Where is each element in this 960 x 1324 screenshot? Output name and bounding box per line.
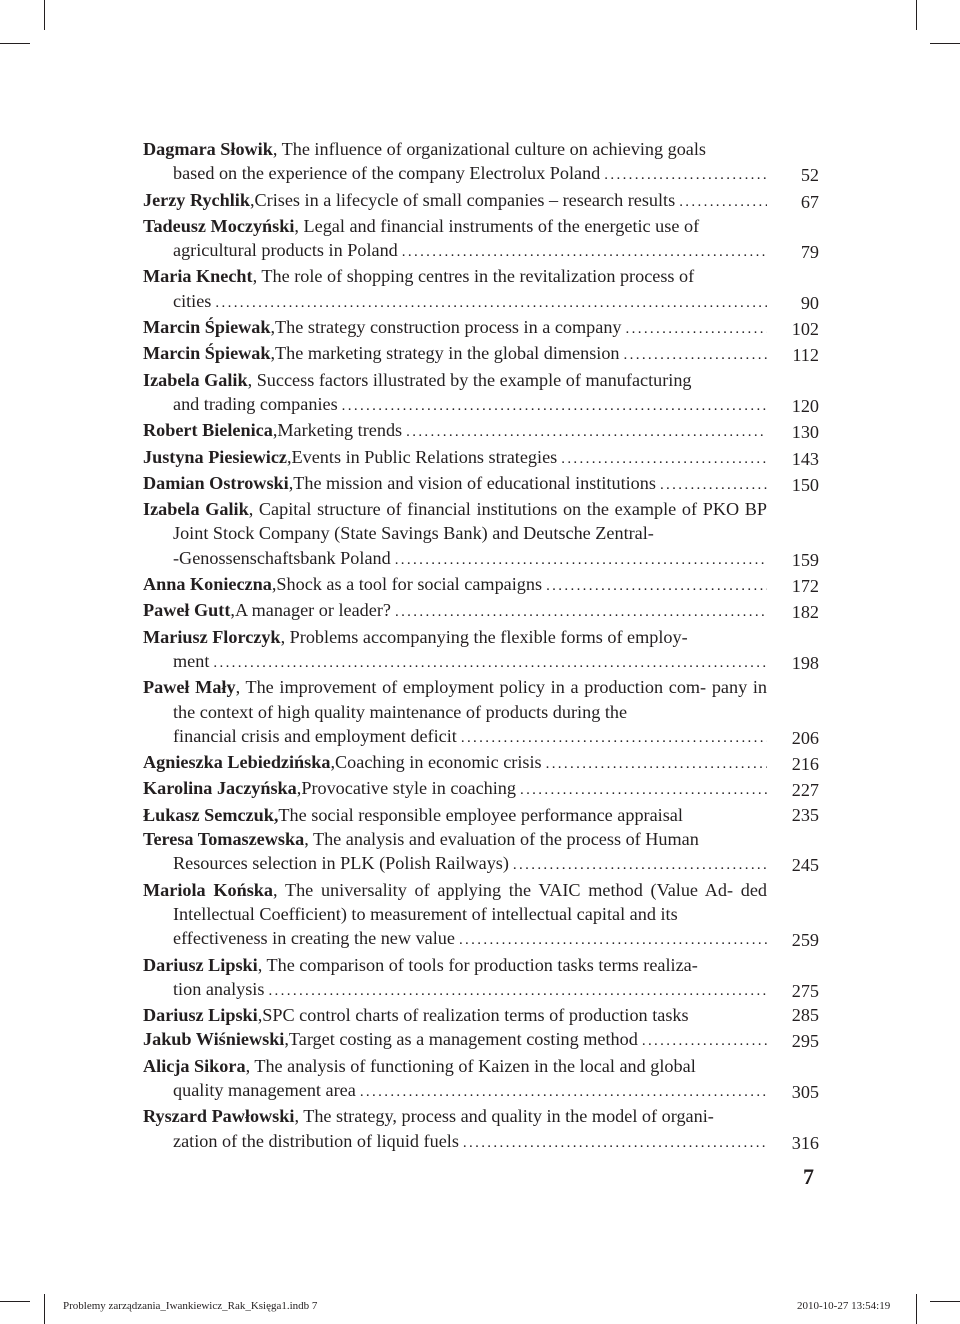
toc-author: Robert Bielenica bbox=[143, 420, 273, 441]
toc-author: Izabela Galik bbox=[143, 369, 248, 390]
toc-title-line: Problems accompanying the flexible forms of employ- bbox=[289, 626, 688, 647]
toc-title-line: The analysis and evaluation of the process of Human bbox=[312, 829, 699, 850]
toc-last-line bbox=[143, 803, 767, 827]
dot-leader bbox=[215, 291, 767, 315]
toc-last-line bbox=[143, 289, 767, 315]
crop-mark-top-right-h bbox=[930, 43, 960, 44]
dot-leader bbox=[459, 928, 767, 952]
toc-title-tail: Events in Public Relations strategies bbox=[291, 446, 558, 467]
dot-leader bbox=[561, 447, 767, 471]
toc-entry bbox=[143, 188, 819, 214]
toc-title-line: Legal and financial instruments of the energetic use of bbox=[303, 215, 700, 236]
toc-entry bbox=[143, 953, 819, 1004]
toc-entry bbox=[143, 418, 819, 444]
toc-entry bbox=[143, 471, 819, 497]
dot-leader bbox=[395, 600, 767, 624]
toc-entry bbox=[143, 625, 819, 676]
toc-last-line: Karolina Jaczyńska , Provocative style in coaching . . . bbox=[143, 776, 767, 802]
toc-author: Dariusz Lipski bbox=[143, 1005, 258, 1026]
toc-page-number: 305 bbox=[791, 1081, 819, 1102]
toc-title-tail: Marketing trends bbox=[277, 420, 403, 441]
crop-mark-top-left bbox=[44, 0, 45, 30]
dot-leader bbox=[604, 163, 767, 187]
dot-leader bbox=[626, 317, 767, 341]
toc-entry-text: Tadeusz Moczyński, Legal and financial instruments of the energetic use of bbox=[143, 215, 700, 236]
toc-title-tail: The social responsible employee performance appraisal bbox=[278, 804, 683, 825]
page-number: 7 bbox=[803, 1164, 814, 1189]
toc-entry bbox=[143, 572, 819, 598]
toc-page-number: 227 bbox=[791, 780, 819, 801]
toc-last-line bbox=[143, 724, 767, 750]
dot-leader bbox=[360, 1080, 767, 1104]
toc-last-line bbox=[143, 161, 767, 187]
toc-entry bbox=[143, 1054, 819, 1105]
toc-last-line bbox=[143, 1129, 767, 1155]
toc-title-tail: tion analysis bbox=[173, 978, 265, 999]
toc-entry bbox=[143, 368, 819, 419]
toc-title-tail: quality management area bbox=[173, 1079, 356, 1100]
toc-entry bbox=[143, 214, 819, 265]
toc-entry bbox=[143, 878, 819, 953]
dot-leader bbox=[679, 190, 767, 214]
dot-leader bbox=[520, 778, 767, 802]
toc-title-tail: Shock as a tool for social campaigns bbox=[276, 574, 543, 595]
toc-page-number: 216 bbox=[791, 754, 819, 775]
toc-last-line: Anna Konieczna , Shock as a tool for social campaigns . . . bbox=[143, 572, 767, 598]
toc-entry-text: Mariola Końska, The universality of applying the VAIC method (Value Ad- ded Intellectual Coefficient) to measurement of intellectual capital and its bbox=[143, 879, 768, 924]
toc-entry bbox=[143, 598, 819, 624]
dot-leader bbox=[213, 651, 767, 675]
toc-entry bbox=[143, 1027, 819, 1053]
toc-author: Ryszard Pawłowski bbox=[143, 1106, 295, 1127]
toc-last-line: Marcin Śpiewak , The strategy construction process in a company . . . bbox=[143, 315, 767, 341]
toc-author: Jakub Wiśniewski bbox=[143, 1029, 285, 1050]
toc-page-number: 316 bbox=[791, 1132, 819, 1153]
toc-title-tail: zation of the distribution of liquid fuels bbox=[173, 1130, 459, 1151]
dot-leader bbox=[395, 548, 767, 572]
toc-title-line: The comparison of tools for production tasks terms realiza- bbox=[266, 954, 698, 975]
toc-entry bbox=[143, 315, 819, 341]
toc-title-tail: A manager or leader? bbox=[234, 600, 391, 621]
toc-title-line: ded Intellectual Coefficient) to measurement of intellectual capital and its bbox=[173, 879, 768, 924]
toc-title-line: The influence of organizational culture on achieving goals bbox=[281, 139, 706, 159]
toc-author: Teresa Tomaszewska bbox=[143, 829, 305, 850]
toc-entry bbox=[143, 1003, 819, 1027]
toc-title-line: PKO BP Joint Stock Company (State Savings Bank) and Deutsche Zentral- bbox=[173, 499, 767, 544]
toc-page-number: 112 bbox=[792, 345, 819, 366]
toc-title-line: The role of shopping centres in the revitalization process of bbox=[261, 266, 695, 287]
crop-mark-top-left-h bbox=[0, 43, 30, 44]
toc-entry bbox=[143, 750, 819, 776]
crop-mark-top-right bbox=[916, 0, 917, 30]
toc-page-number: 245 bbox=[791, 855, 819, 876]
toc-entry-text: Paweł Mały, The improvement of employment policy in a production com- pany in the context of high quality maintenance of products during the bbox=[143, 677, 767, 722]
toc-title-tail: The strategy construction process in a company bbox=[275, 317, 622, 338]
toc-author: Marcin Śpiewak bbox=[143, 317, 271, 338]
toc-last-line bbox=[143, 851, 767, 877]
toc-entry bbox=[143, 341, 819, 367]
toc-author: Maria Knecht bbox=[143, 266, 253, 287]
dot-leader bbox=[461, 726, 767, 750]
toc-entry-text: Alicja Sikora, The analysis of functioning of Kaizen in the local and global bbox=[143, 1055, 696, 1076]
toc-entry-text: Izabela Galik, Success factors illustrated by the example of manufacturing bbox=[143, 369, 692, 390]
toc-title-line: The strategy, process and quality in the model of organi- bbox=[303, 1106, 714, 1127]
dot-leader bbox=[642, 1029, 767, 1053]
toc-author: Paweł Mały bbox=[143, 677, 236, 698]
toc-last-line: Jerzy Rychlik , Crises in a lifecycle of small companies – research results . . . bbox=[143, 188, 767, 214]
toc-entry bbox=[143, 803, 819, 827]
toc-entry bbox=[143, 497, 819, 572]
toc-author: Dagmara Słowik bbox=[143, 139, 273, 159]
toc-page-number: 79 bbox=[800, 242, 819, 263]
toc-last-line: Jakub Wiśniewski , Target costing as a management costing method . . . bbox=[143, 1027, 767, 1053]
crop-mark-bottom-left-h bbox=[0, 1301, 30, 1302]
toc-entry bbox=[143, 675, 819, 750]
toc-page-number: 143 bbox=[791, 448, 819, 469]
toc-title-tail: Resources selection in PLK (Polish Railways) bbox=[173, 853, 509, 874]
toc-entry-text: Maria Knecht, The role of shopping centres in the revitalization process of bbox=[143, 266, 695, 287]
toc-page-number: 120 bbox=[791, 395, 819, 416]
toc-author: Mariola Końska bbox=[143, 879, 273, 900]
dot-leader bbox=[268, 979, 767, 1003]
dot-leader bbox=[342, 394, 767, 418]
footer-file-info: Problemy zarządzania_Iwankiewicz_Rak_Księga1.indb 7 bbox=[63, 1300, 318, 1312]
dot-leader bbox=[402, 240, 767, 264]
crop-mark-bottom-left bbox=[44, 1294, 45, 1324]
toc-title-line: Capital structure of financial institutions on the example of bbox=[258, 499, 698, 520]
toc-title-tail: based on the experience of the company Electrolux Poland bbox=[173, 163, 601, 184]
toc-title-tail: financial crisis and employment deficit bbox=[173, 725, 457, 746]
toc-entry-text: Dariusz Lipski, The comparison of tools for production tasks terms realiza- bbox=[143, 954, 698, 975]
dot-leader bbox=[660, 473, 767, 497]
toc-title-tail: Target costing as a management costing method bbox=[288, 1029, 638, 1050]
toc-entry bbox=[143, 264, 819, 315]
toc-author: Tadeusz Moczyński bbox=[143, 215, 295, 236]
toc-author: Paweł Gutt bbox=[143, 600, 231, 621]
toc-title-tail: effectiveness in creating the new value bbox=[173, 928, 455, 949]
toc-last-line: Paweł Gutt , A manager or leader? . . . bbox=[143, 598, 767, 624]
toc-last-line: Marcin Śpiewak , The marketing strategy in the global dimension . . . bbox=[143, 341, 767, 367]
toc-page-number: 295 bbox=[791, 1031, 819, 1052]
toc-page-number: 90 bbox=[800, 292, 819, 313]
toc-author: Karolina Jaczyńska bbox=[143, 778, 297, 799]
toc-last-line bbox=[143, 977, 767, 1003]
toc-last-line: Robert Bielenica , Marketing trends . . . bbox=[143, 418, 767, 444]
footer-timestamp: 2010-10-27 13:54:19 bbox=[797, 1300, 891, 1312]
toc-title-tail: Crises in a lifecycle of small companies – research results bbox=[254, 189, 676, 210]
crop-mark-bottom-right bbox=[916, 1294, 917, 1324]
toc-page-number: 130 bbox=[791, 422, 819, 443]
toc-title-line: The analysis of functioning of Kaizen in the local and global bbox=[254, 1055, 696, 1076]
toc-title-tail: and trading companies bbox=[173, 393, 338, 414]
toc-author: Alicja Sikora bbox=[143, 1055, 246, 1076]
toc-title-tail: The marketing strategy in the global dimension bbox=[275, 343, 620, 364]
toc-title-tail: Coaching in economic crisis bbox=[335, 752, 542, 773]
toc-author: Agnieszka Lebiedzińska bbox=[143, 752, 331, 773]
toc-last-line bbox=[143, 649, 767, 675]
toc-author: Damian Ostrowski bbox=[143, 472, 289, 493]
toc-last-line bbox=[143, 926, 767, 952]
toc-title-tail: SPC control charts of realization terms of production tasks bbox=[262, 1005, 689, 1026]
toc-page-number: 206 bbox=[791, 727, 819, 748]
toc-page-number: 259 bbox=[791, 930, 819, 951]
toc-title-tail: ment bbox=[173, 650, 210, 671]
toc-title-tail: -Genossenschaftsbank Poland bbox=[173, 547, 391, 568]
toc-entry bbox=[143, 827, 819, 878]
crop-mark-bottom-right-h bbox=[930, 1301, 960, 1302]
toc-author: Mariusz Florczyk bbox=[143, 626, 281, 647]
toc-page-number: 182 bbox=[791, 602, 819, 623]
toc-entry bbox=[143, 1104, 819, 1155]
toc-author: Marcin Śpiewak bbox=[143, 343, 271, 364]
toc-title-line: Success factors illustrated by the example of manufacturing bbox=[256, 369, 692, 390]
toc-title-tail: Provocative style in coaching bbox=[301, 778, 516, 799]
toc-author: Łukasz Semczuk, bbox=[143, 804, 279, 825]
toc-entry bbox=[143, 445, 819, 471]
toc-page-number: 235 bbox=[791, 804, 819, 825]
toc-author: Dariusz Lipski bbox=[143, 954, 258, 975]
toc-last-line bbox=[143, 238, 767, 264]
toc-page-number: 102 bbox=[791, 319, 819, 340]
toc-author: Izabela Galik bbox=[143, 499, 249, 520]
toc-entry-text: Dagmara Słowik, The influence of organizational culture on achieving goals bbox=[143, 139, 706, 159]
dot-leader bbox=[624, 343, 767, 367]
toc-page-number: 150 bbox=[791, 474, 819, 495]
toc-title-tail: cities bbox=[173, 290, 212, 311]
toc-last-line bbox=[143, 1078, 767, 1104]
toc-title-line: The universality of applying the VAIC method (Value Ad- bbox=[284, 879, 734, 900]
toc-entry-text: Teresa Tomaszewska, The analysis and evaluation of the process of Human bbox=[143, 829, 699, 850]
toc-page-number: 52 bbox=[800, 165, 819, 186]
toc-page-number: 198 bbox=[791, 652, 819, 673]
toc-title-line: pany in the context of high quality maintenance of products during the bbox=[173, 677, 767, 722]
toc-entry-text: Mariusz Florczyk, Problems accompanying the flexible forms of employ- bbox=[143, 626, 688, 647]
toc-page-number: 67 bbox=[800, 191, 819, 212]
toc-entry bbox=[143, 137, 819, 188]
toc-title-line: The improvement of employment policy in a production com- bbox=[245, 677, 707, 698]
dot-leader bbox=[546, 752, 767, 776]
toc-page-number: 159 bbox=[791, 549, 819, 570]
toc-entry-text: Izabela Galik, Capital structure of financial institutions on the example of PKO BP Joint Stock Company (State Savings Bank) and Deutsche Zentral- bbox=[143, 499, 767, 544]
toc-last-line bbox=[143, 392, 767, 418]
toc-title-tail: The mission and vision of educational institutions bbox=[293, 472, 656, 493]
table-of-contents bbox=[143, 137, 819, 1155]
toc-entry-text: Ryszard Pawłowski, The strategy, process and quality in the model of organi- bbox=[143, 1106, 714, 1127]
toc-last-line: Justyna Piesiewicz , Events in Public Relations strategies . . . bbox=[143, 445, 767, 471]
toc-author: Justyna Piesiewicz bbox=[143, 446, 287, 467]
toc-last-line bbox=[143, 546, 767, 572]
dot-leader bbox=[546, 574, 767, 598]
toc-page-number: 285 bbox=[791, 1005, 819, 1026]
toc-last-line: Damian Ostrowski , The mission and vision of educational institutions . . . bbox=[143, 471, 767, 497]
toc-entry bbox=[143, 776, 819, 802]
dot-leader bbox=[463, 1131, 767, 1155]
toc-author: Jerzy Rychlik bbox=[143, 189, 250, 210]
dot-leader bbox=[513, 853, 767, 877]
toc-author: Anna Konieczna bbox=[143, 574, 272, 595]
toc-title-tail: agricultural products in Poland bbox=[173, 240, 398, 261]
toc-page-number: 172 bbox=[791, 576, 819, 597]
toc-last-line: Dariusz Lipski , SPC control charts of realization terms of production tasks bbox=[143, 1003, 767, 1027]
dot-leader bbox=[406, 420, 767, 444]
toc-page-number: 275 bbox=[791, 980, 819, 1001]
toc-last-line: Agnieszka Lebiedzińska , Coaching in economic crisis . . . bbox=[143, 750, 767, 776]
